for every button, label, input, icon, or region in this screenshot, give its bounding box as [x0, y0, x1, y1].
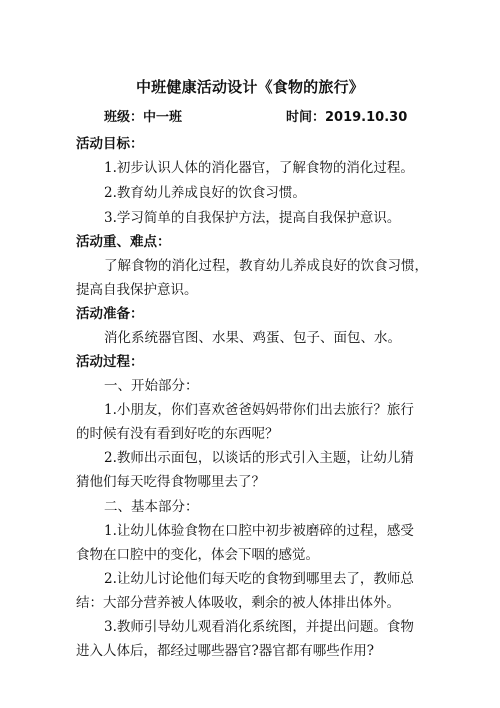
- process-line: 1.小朋友，你们喜欢爸爸妈妈带你们出去旅行？旅行: [104, 402, 414, 418]
- document-title: 中班健康活动设计《食物的旅行》: [135, 78, 364, 96]
- process-line: 进入人体后，都经过哪些器官?器官都有哪些作用?: [76, 643, 374, 659]
- process-line: 3.教师引导幼儿观看消化系统图，并提出问题。食物: [104, 619, 414, 635]
- time-info: 时间：2019.10.30: [286, 110, 408, 125]
- class-info: 班级：中一班: [104, 110, 183, 125]
- key-points-heading: 活动重、难点：: [76, 234, 171, 250]
- process-line: 的时候有没有看到好吃的东西呢？: [76, 426, 279, 442]
- goals-heading: 活动目标：: [76, 136, 144, 152]
- part1-title: 一、开始部分：: [104, 378, 199, 394]
- preparation-heading: 活动准备：: [76, 306, 144, 322]
- process-line: 2.教师出示面包，以谈话的形式引入主题，让幼儿猜: [104, 450, 414, 466]
- process-line: 猜他们每天吃得食物哪里去了？: [76, 474, 265, 490]
- goal-item: 3.学习简单的自我保护方法，提高自我保护意识。: [104, 210, 401, 226]
- process-heading: 活动过程：: [76, 354, 144, 370]
- process-line: 2.让幼儿讨论他们每天吃的食物到哪里去了，教师总: [104, 571, 414, 587]
- key-points-text: 了解食物的消化过程，教育幼儿养成良好的饮食习惯，: [104, 258, 428, 274]
- goal-item: 1.初步认识人体的消化器官，了解食物的消化过程。: [104, 160, 414, 176]
- process-line: 结：大部分营养被人体吸收，剩余的被人体排出体外。: [76, 595, 400, 611]
- process-line: 1.让幼儿体验食物在口腔中初步被磨碎的过程，感受: [104, 523, 414, 539]
- process-line: 食物在口腔中的变化，体会下咽的感觉。: [76, 547, 319, 563]
- goal-item: 2.教育幼儿养成良好的饮食习惯。: [104, 185, 306, 201]
- preparation-text: 消化系统器官图、水果、鸡蛋、包子、面包、水。: [104, 330, 401, 346]
- part2-title: 二、基本部分：: [104, 499, 199, 515]
- key-points-text: 提高自我保护意识。: [76, 282, 198, 298]
